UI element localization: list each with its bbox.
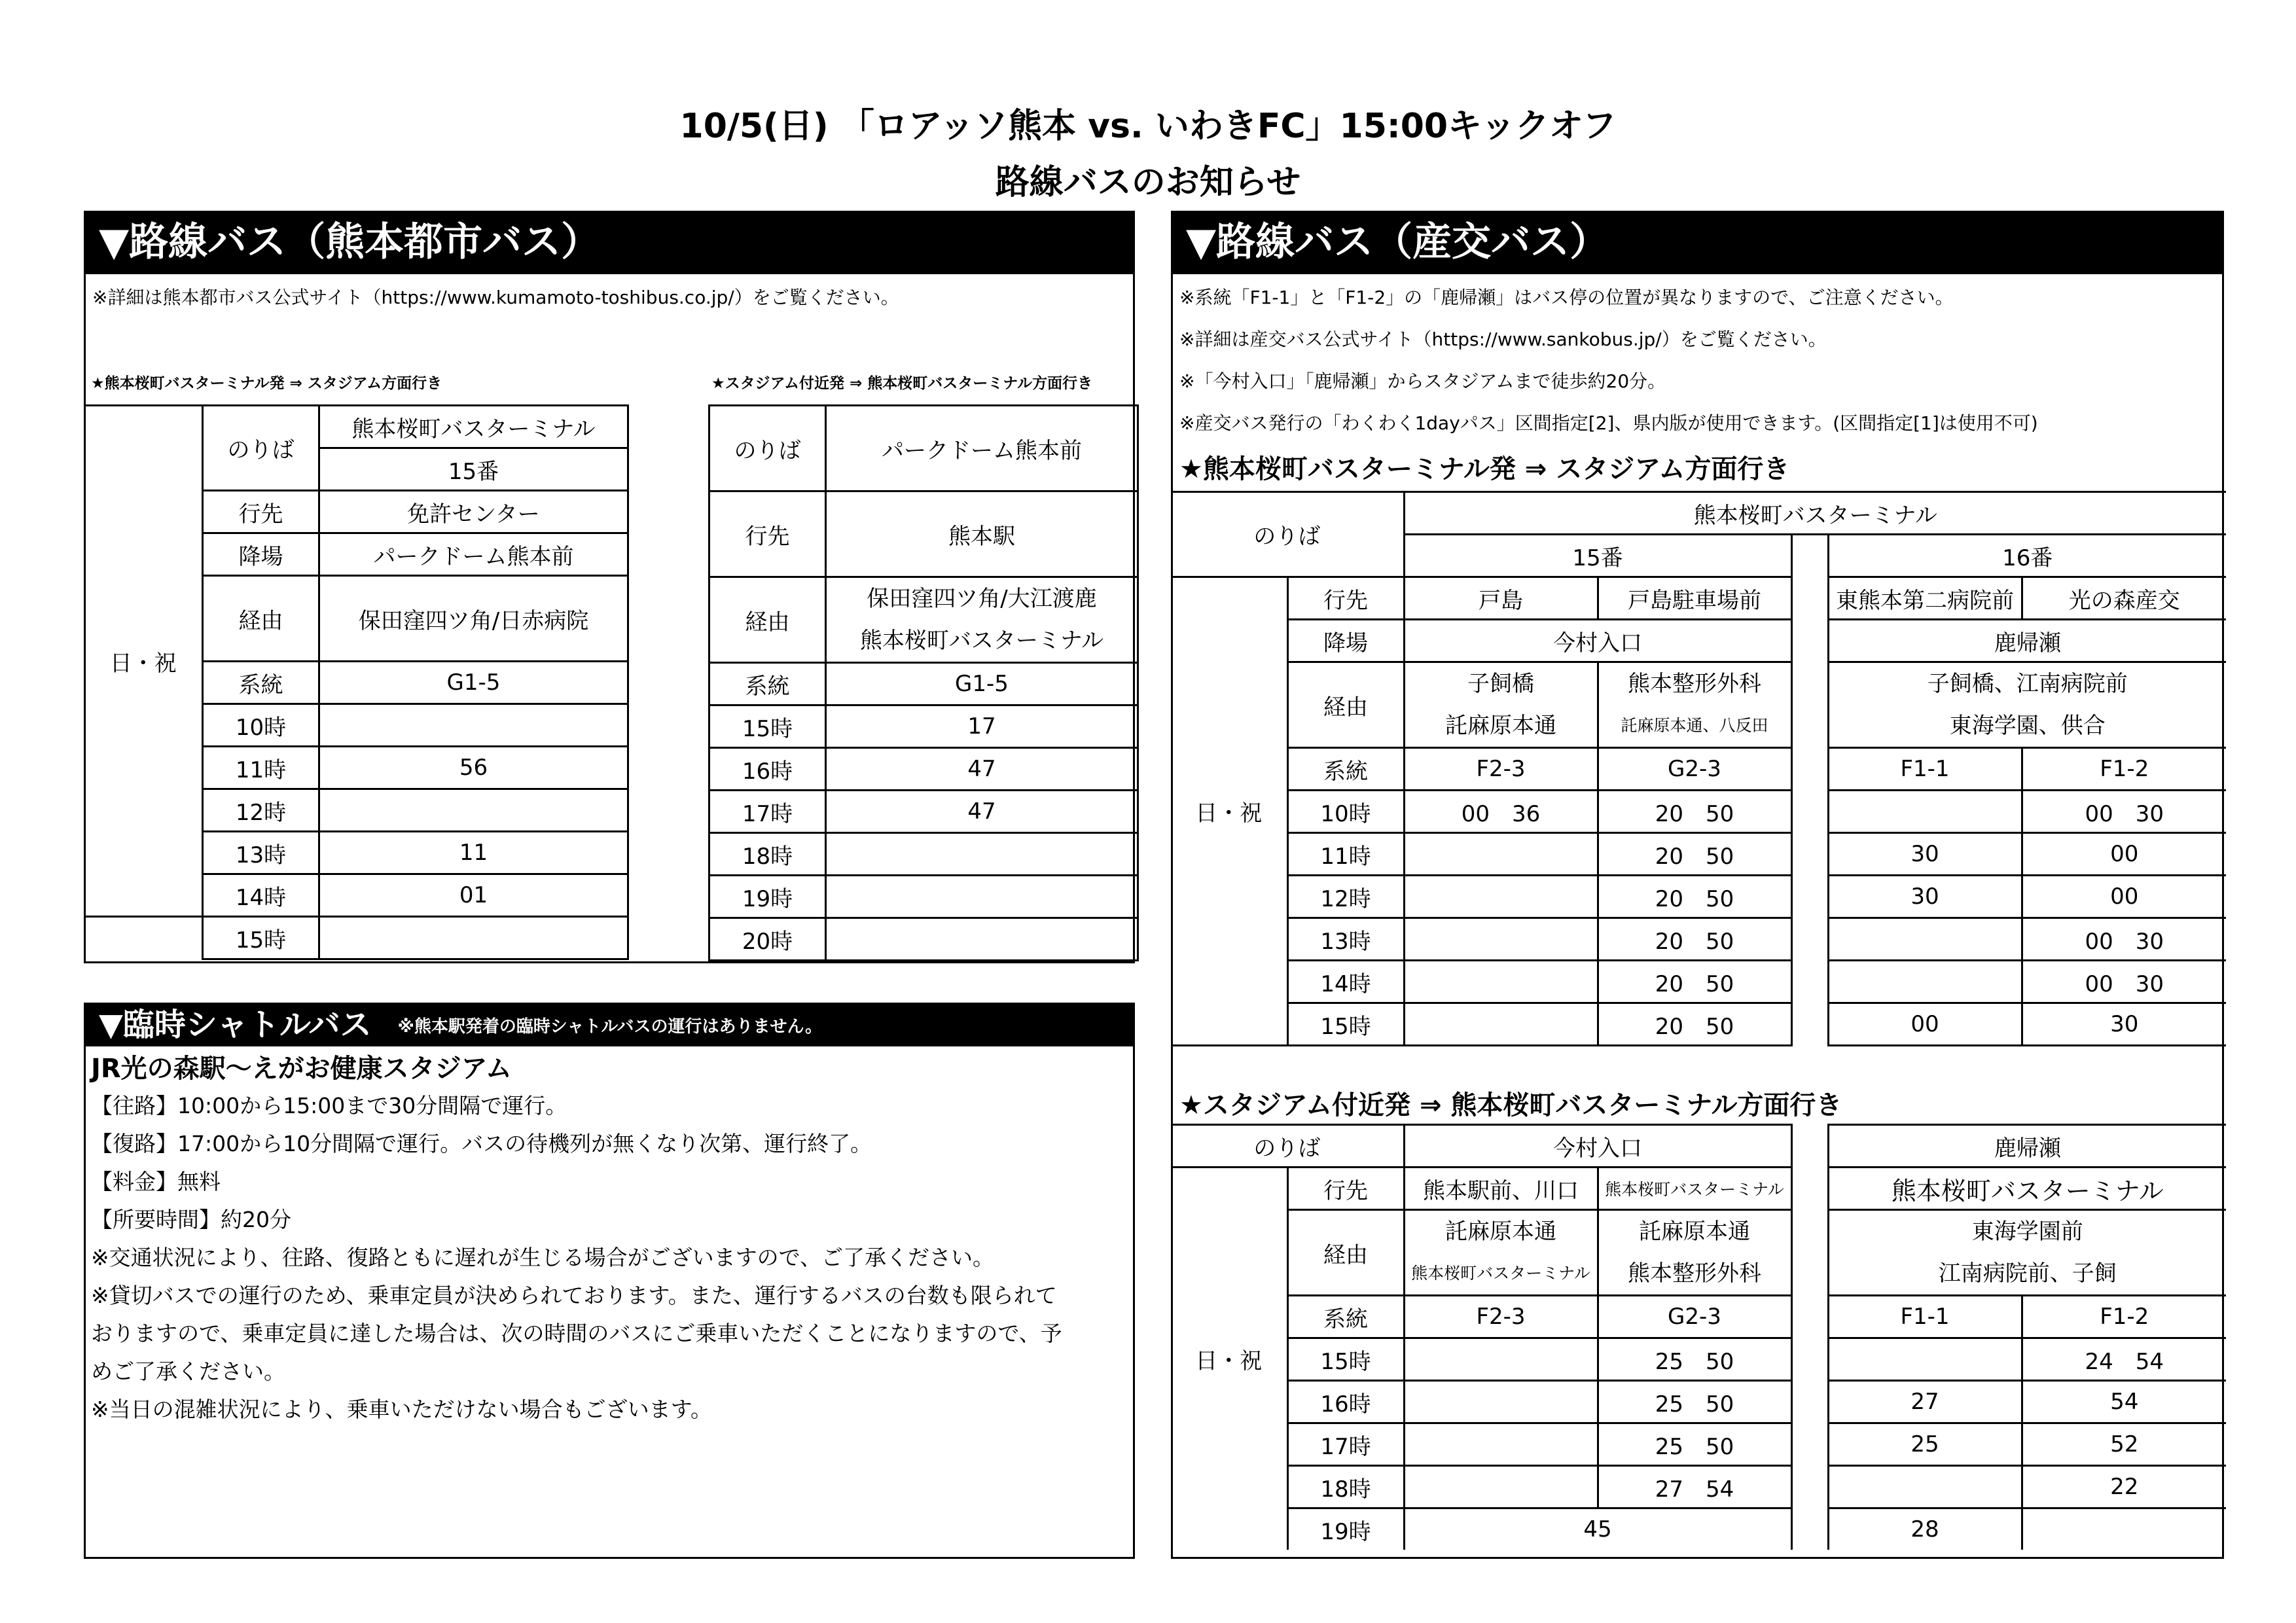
minutes: 56 — [319, 747, 628, 789]
minutes — [1404, 1338, 1598, 1381]
stop-name: 熊本桜町バスターミナル — [319, 406, 628, 448]
minutes: 30 — [1828, 876, 2022, 918]
noriba-label: のりば — [1171, 492, 1404, 577]
page-title: 10/5(日) 「ロアッソ熊本 vs. いわきFC」15:00キックオフ — [679, 107, 1617, 146]
shuttle-line: ※交通状況により、往路、復路ともに遅れが生じる場合がございますので、ご了承ください。 — [91, 1245, 994, 1270]
minutes: 00 30 — [2022, 918, 2226, 961]
minutes: 28 — [1828, 1508, 2022, 1550]
shuttle-header-title: ▼臨時シャトルバス — [99, 1007, 372, 1043]
alight-stop: 鹿帰瀬 — [1828, 620, 2226, 662]
hour: 12時 — [1287, 876, 1404, 918]
route-code: F2-3 — [1404, 1296, 1598, 1338]
hour: 12時 — [203, 789, 319, 832]
via — [826, 577, 1138, 663]
stop-name: 今村入口 — [1404, 1125, 1791, 1168]
via: 保田窪四ツ角/日赤病院 — [319, 576, 628, 662]
hour: 19時 — [709, 876, 826, 918]
toshi-bus-panel — [84, 211, 1135, 963]
minutes — [1404, 876, 1598, 918]
sanko-note: ※系統「F1-1」と「F1-2」の「鹿帰瀬」はバス停の位置が異なりますので、ご注意ください。 — [1179, 287, 1954, 308]
hour: 13時 — [1287, 918, 1404, 961]
minutes — [826, 918, 1138, 961]
destination: 東熊本第二病院前 — [1828, 577, 2022, 620]
hour: 18時 — [1287, 1466, 1404, 1508]
sanko-note: ※産交バス発行の「わくわく1dayパス」区間指定[2]、県内版が使用できます。(区間指定[1]は使用不可) — [1179, 412, 2038, 434]
via-line-1: 託麻原本通 — [1639, 1219, 1750, 1245]
minutes: 27 54 — [1598, 1466, 1791, 1508]
stop-name: パークドーム熊本前 — [826, 406, 1138, 491]
minutes — [826, 876, 1138, 918]
hour: 14時 — [203, 874, 319, 917]
row-label: 経由 — [1287, 662, 1404, 748]
shuttle-line: ※当日の混雑状況により、乗車いただけない場合もございます。 — [91, 1397, 713, 1422]
minutes — [1828, 791, 2022, 833]
minutes: 25 50 — [1598, 1338, 1791, 1381]
minutes: 25 50 — [1598, 1423, 1791, 1466]
minutes — [319, 789, 628, 832]
platform-number: 15番 — [319, 448, 628, 491]
sanko-note: ※「今村入口」「鹿帰瀬」からスタジアムまで徒歩約20分。 — [1179, 370, 1666, 392]
via-line-2: 託麻原本通 — [1445, 713, 1556, 739]
noriba-label: のりば — [203, 406, 319, 491]
minutes: 52 — [2022, 1423, 2226, 1466]
destination: 熊本駅 — [826, 491, 1138, 577]
via — [1598, 1210, 1791, 1296]
minutes — [1404, 1423, 1598, 1466]
hour: 10時 — [203, 704, 319, 747]
via — [1404, 662, 1598, 748]
destination: 熊本桜町バスターミナル — [1598, 1168, 1791, 1210]
sanko-outbound-table — [1171, 491, 2226, 1046]
row-label: 降場 — [1287, 620, 1404, 662]
via-line-2: 熊本桜町バスターミナル — [859, 628, 1104, 654]
minutes — [1404, 961, 1598, 1003]
hour: 20時 — [709, 918, 826, 961]
minutes: 01 — [319, 874, 628, 917]
minutes: 00 36 — [1404, 791, 1598, 833]
row-label: 降場 — [203, 533, 319, 576]
row-label: 経由 — [1287, 1210, 1404, 1296]
route-code: F1-1 — [1828, 1296, 2022, 1338]
sanko-return-table — [1171, 1124, 2226, 1550]
shuttle-details — [91, 1087, 1062, 1429]
minutes: 00 30 — [2022, 961, 2226, 1003]
minutes: 00 — [1828, 1003, 2022, 1046]
route-code: F1-1 — [1828, 748, 2022, 791]
hour: 15時 — [1287, 1338, 1404, 1381]
destination: 熊本桜町バスターミナル — [1828, 1168, 2226, 1210]
via — [1828, 1210, 2226, 1296]
hour: 10時 — [1287, 791, 1404, 833]
sanko-bus-panel — [1171, 211, 2224, 1559]
hour: 18時 — [709, 833, 826, 876]
page-subtitle: 路線バスのお知らせ — [995, 163, 1301, 202]
toshi-direction-outbound: ★熊本桜町バスターミナル発 ⇒ スタジアム方面行き — [91, 375, 442, 392]
sanko-direction-return: ★スタジアム付近発 ⇒ 熊本桜町バスターミナル方面行き — [1179, 1090, 1842, 1120]
via-line-1: 子飼橋、江南病院前 — [1927, 671, 2128, 697]
row-label: 系統 — [1287, 1296, 1404, 1338]
minutes: 30 — [1828, 833, 2022, 876]
minutes: 11 — [319, 832, 628, 874]
route-code: F1-2 — [2022, 1296, 2226, 1338]
sanko-direction-outbound: ★熊本桜町バスターミナル発 ⇒ スタジアム方面行き — [1179, 454, 1790, 484]
shuttle-line: ※貸切バスでの運行のため、乗車定員が決められております。また、運行するバスの台数も限られて — [91, 1283, 1057, 1308]
hour: 15時 — [1287, 1003, 1404, 1046]
row-label: 経由 — [203, 576, 319, 662]
minutes: 54 — [2022, 1381, 2226, 1423]
via-line-1: 託麻原本通 — [1445, 1219, 1556, 1245]
destination: 戸島駐車場前 — [1598, 577, 1791, 620]
shuttle-line: 【所要時間】約20分 — [91, 1207, 291, 1232]
minutes — [319, 704, 628, 747]
row-label: 行先 — [1287, 577, 1404, 620]
minutes: 20 50 — [1598, 1003, 1791, 1046]
route-code: G2-3 — [1598, 748, 1791, 791]
shuttle-header — [86, 1005, 1133, 1046]
minutes — [1404, 918, 1598, 961]
row-label: 経由 — [709, 577, 826, 663]
hour: 15時 — [709, 705, 826, 748]
minutes: 00 — [2022, 876, 2226, 918]
route-code: F1-2 — [2022, 748, 2226, 791]
shuttle-line: めご了承ください。 — [91, 1359, 285, 1384]
hour: 16時 — [1287, 1381, 1404, 1423]
toshi-direction-return: ★スタジアム付近発 ⇒ 熊本桜町バスターミナル方面行き — [711, 375, 1093, 392]
hour: 11時 — [203, 747, 319, 789]
via-line-1: 東海学園前 — [1971, 1219, 2083, 1245]
destination: 熊本駅前、川口 — [1404, 1168, 1598, 1210]
destination: 光の森産交 — [2022, 577, 2226, 620]
via — [1828, 662, 2226, 748]
row-label: 系統 — [709, 663, 826, 705]
minutes: 20 50 — [1598, 876, 1791, 918]
via-line-2: 東海学園、供合 — [1949, 713, 2106, 739]
hour: 19時 — [1287, 1508, 1404, 1550]
sanko-note: ※詳細は産交バス公式サイト（https://www.sankobus.jp/）をご覧ください。 — [1179, 329, 1827, 350]
alight-stop: パークドーム熊本前 — [319, 533, 628, 576]
minutes: 20 50 — [1598, 961, 1791, 1003]
hour: 16時 — [709, 748, 826, 791]
route-code: G1-5 — [319, 662, 628, 704]
minutes: 22 — [2022, 1466, 2226, 1508]
via-line-1: 保田窪四ツ角/大江渡鹿 — [867, 586, 1097, 612]
sanko-bus-header: ▼路線バス（産交バス） — [1173, 213, 2222, 274]
shuttle-line: 【復路】17:00から10分間隔で運行。バスの待機列が無くなり次第、運行終了。 — [91, 1131, 872, 1156]
minutes — [2022, 1508, 2226, 1550]
shuttle-route-name: JR光の森駅～えがお健康スタジアム — [91, 1054, 512, 1084]
minutes — [1828, 918, 2022, 961]
toshi-outbound-table — [84, 404, 629, 960]
via — [1404, 1210, 1598, 1296]
minutes: 17 — [826, 705, 1138, 748]
noriba-label: のりば — [709, 406, 826, 491]
minutes — [1828, 1466, 2022, 1508]
via-line-2: 江南病院前、子飼 — [1938, 1260, 2117, 1287]
shuttle-line: 【料金】無料 — [91, 1169, 221, 1194]
shuttle-header-note: ※熊本駅発着の臨時シャトルバスの運行はありません。 — [397, 1017, 823, 1037]
toshi-bus-header: ▼路線バス（熊本都市バス） — [86, 213, 1133, 274]
minutes — [1404, 833, 1598, 876]
minutes — [826, 833, 1138, 876]
toshi-note: ※詳細は熊本都市バス公式サイト（https://www.kumamoto-toshibus.co.jp/）をご覧ください。 — [92, 287, 899, 308]
minutes — [1404, 1466, 1598, 1508]
minutes: 00 — [2022, 833, 2226, 876]
day-label: 日・祝 — [1171, 577, 1287, 1046]
via-line-1: 子飼橋 — [1467, 671, 1534, 697]
destination: 戸島 — [1404, 577, 1598, 620]
alight-stop: 今村入口 — [1404, 620, 1791, 662]
minutes: 45 — [1404, 1508, 1791, 1550]
shuttle-panel — [84, 1003, 1135, 1559]
minutes: 27 — [1828, 1381, 2022, 1423]
minutes: 47 — [826, 791, 1138, 833]
minutes — [1404, 1381, 1598, 1423]
via-line-2: 熊本整形外科 — [1628, 1260, 1761, 1287]
minutes: 24 54 — [2022, 1338, 2226, 1381]
stop-name: 鹿帰瀬 — [1828, 1125, 2226, 1168]
minutes — [1404, 1003, 1598, 1046]
hour: 15時 — [203, 917, 319, 959]
row-label: 行先 — [203, 491, 319, 533]
platform-15: 15番 — [1404, 535, 1791, 577]
stop-name: 熊本桜町バスターミナル — [1404, 492, 2226, 535]
row-label: 系統 — [1287, 748, 1404, 791]
minutes — [1828, 1338, 2022, 1381]
hour: 13時 — [203, 832, 319, 874]
via-line-2: 託麻原本通、八反田 — [1621, 716, 1768, 735]
day-label: 日・祝 — [85, 406, 203, 917]
shuttle-line: 【往路】10:00から15:00まで30分間隔で運行。 — [91, 1093, 567, 1118]
minutes: 25 50 — [1598, 1381, 1791, 1423]
via-line-1: 熊本整形外科 — [1628, 671, 1761, 697]
platform-16: 16番 — [1828, 535, 2226, 577]
hour: 17時 — [1287, 1423, 1404, 1466]
hour: 17時 — [709, 791, 826, 833]
hour: 14時 — [1287, 961, 1404, 1003]
row-label: 行先 — [1287, 1168, 1404, 1210]
minutes: 20 50 — [1598, 918, 1791, 961]
minutes — [319, 917, 628, 959]
minutes — [1828, 961, 2022, 1003]
minutes: 20 50 — [1598, 791, 1791, 833]
route-code: F2-3 — [1404, 748, 1598, 791]
minutes: 25 — [1828, 1423, 2022, 1466]
route-code: G2-3 — [1598, 1296, 1791, 1338]
day-label: 日・祝 — [1171, 1168, 1287, 1550]
minutes: 00 30 — [2022, 791, 2226, 833]
noriba-label: のりば — [1171, 1125, 1404, 1168]
route-code: G1-5 — [826, 663, 1138, 705]
row-label: 系統 — [203, 662, 319, 704]
shuttle-line: おりますので、乗車定員に達した場合は、次の時間のバスにご乗車いただくことになりますので、予 — [91, 1321, 1062, 1346]
hour: 11時 — [1287, 833, 1404, 876]
minutes: 47 — [826, 748, 1138, 791]
toshi-return-table — [708, 404, 1139, 961]
via-line-2: 熊本桜町バスターミナル — [1411, 1264, 1590, 1283]
via — [1598, 662, 1791, 748]
row-label: 行先 — [709, 491, 826, 577]
destination: 免許センター — [319, 491, 628, 533]
minutes: 20 50 — [1598, 833, 1791, 876]
minutes: 30 — [2022, 1003, 2226, 1046]
